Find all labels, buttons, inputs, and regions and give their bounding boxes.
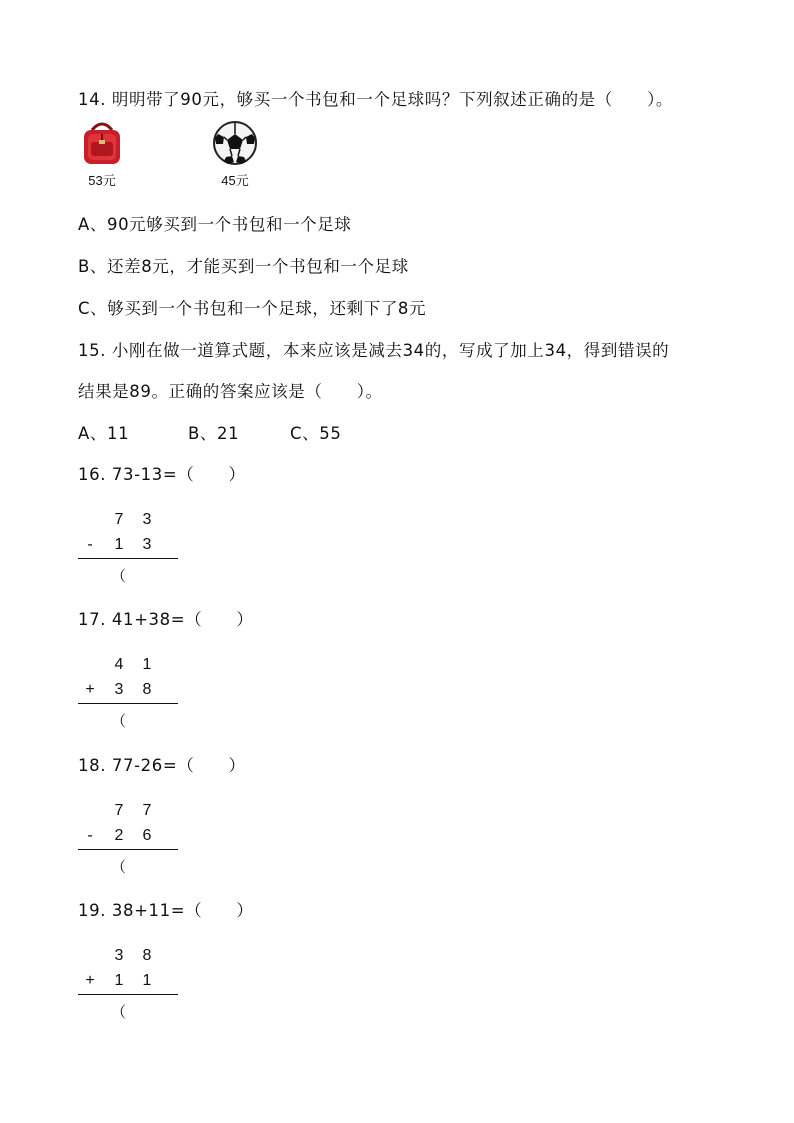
q15-option-b: B、21 — [188, 424, 240, 443]
question-14-text: 14. 明明带了90元，够买一个书包和一个足球吗？下列叙述正确的是（ ）。 — [78, 90, 674, 109]
bottom-digit-ones: 8 — [142, 681, 152, 698]
answer-line — [78, 849, 178, 850]
q15-option-c: C、55 — [290, 424, 342, 443]
bottom-digit-tens: 2 — [114, 827, 124, 844]
answer-line — [78, 558, 178, 559]
q14-option-a: A、90元够买到一个书包和一个足球 — [78, 215, 352, 234]
q14-option-c: C、够买到一个书包和一个足球，还剩下了8元 — [78, 299, 427, 318]
q15-options — [78, 420, 341, 444]
top-digit-tens: 4 — [114, 656, 124, 673]
vertical-calc-19 — [78, 947, 178, 1027]
top-digit-tens: 7 — [114, 802, 124, 819]
top-digit-ones: 3 — [142, 511, 152, 528]
operator-sign: - — [87, 827, 93, 844]
top-digit-ones: 1 — [142, 656, 152, 673]
question-18-text: 18. 77-26=（ ） — [78, 756, 246, 775]
vertical-calc-16 — [78, 511, 178, 591]
backpack-item — [76, 120, 128, 189]
question-15-line1: 15. 小刚在做一道算式题，本来应该是减去34的，写成了加上34，得到错误的 — [78, 341, 670, 360]
answer-line — [78, 994, 178, 995]
question-17-text: 17. 41+38=（ ） — [78, 610, 254, 629]
question-19-text: 19. 38+11=（ ） — [78, 901, 254, 920]
answer-paren: （ — [111, 568, 127, 585]
answer-paren: （ — [111, 859, 127, 876]
top-digit-tens: 7 — [114, 511, 124, 528]
bottom-digit-ones: 3 — [142, 536, 152, 553]
top-digit-tens: 3 — [114, 947, 124, 964]
answer-line — [78, 703, 178, 704]
backpack-price: 53元 — [88, 173, 116, 188]
bottom-digit-tens: 1 — [114, 972, 124, 989]
vertical-calc-17 — [78, 656, 178, 736]
backpack-icon — [78, 120, 126, 166]
top-digit-ones: 7 — [142, 802, 152, 819]
top-digit-ones: 8 — [142, 947, 152, 964]
q15-option-a: A、11 — [78, 424, 130, 443]
operator-sign: - — [87, 536, 93, 553]
answer-paren: （ — [111, 713, 127, 730]
bottom-digit-tens: 1 — [114, 536, 124, 553]
q14-option-b: B、还差8元，才能买到一个书包和一个足球 — [78, 257, 409, 276]
bottom-digit-tens: 3 — [114, 681, 124, 698]
question-15-line2: 结果是89。正确的答案应该是（ ）。 — [78, 382, 383, 401]
operator-sign: + — [85, 681, 95, 698]
vertical-calc-18 — [78, 802, 178, 882]
bottom-digit-ones: 1 — [142, 972, 152, 989]
soccer-ball-price: 45元 — [221, 173, 249, 188]
operator-sign: + — [85, 972, 95, 989]
answer-paren: （ — [111, 1004, 127, 1021]
question-16-text: 16. 73-13=（ ） — [78, 465, 246, 484]
bottom-digit-ones: 6 — [142, 827, 152, 844]
soccer-ball-icon — [212, 120, 258, 166]
soccer-ball-item — [209, 120, 261, 189]
